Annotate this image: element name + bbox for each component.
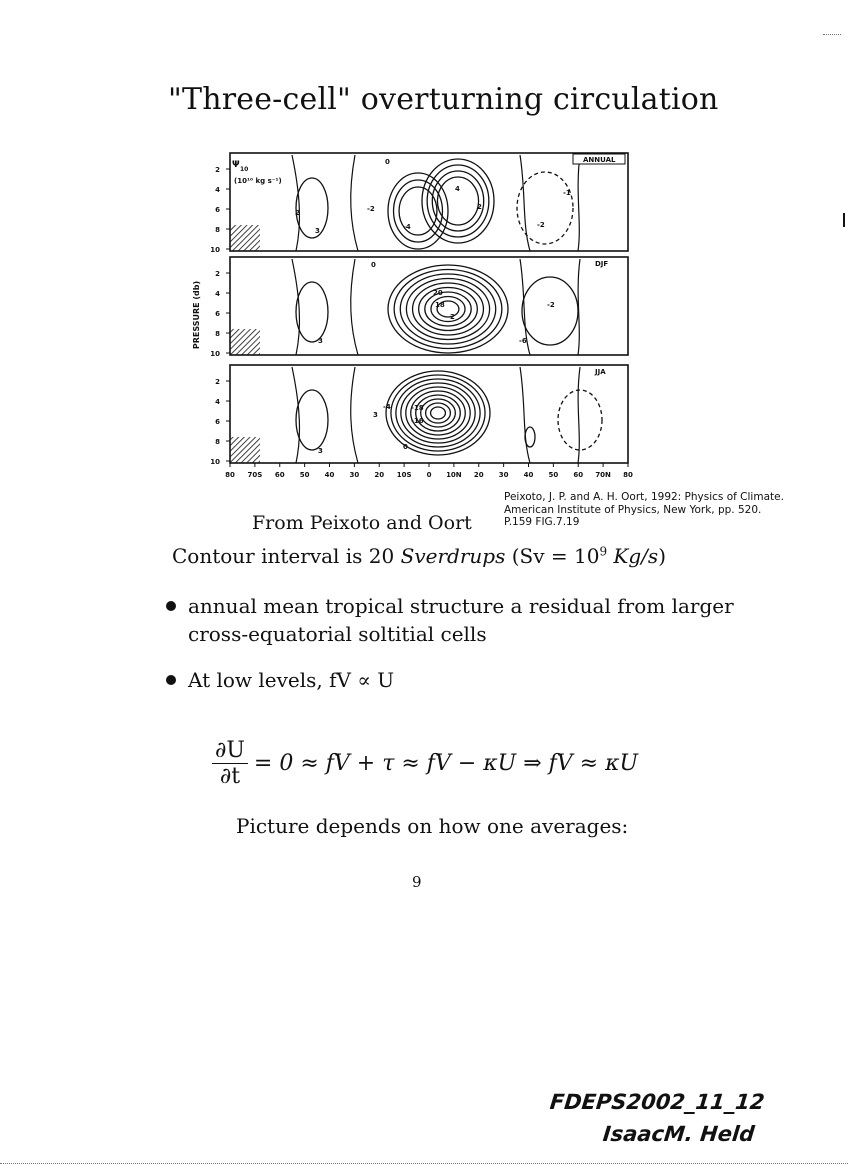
overturning-figure xyxy=(185,145,635,485)
y-tick-label: 6 xyxy=(215,310,220,318)
summer-hadley-contour xyxy=(431,407,446,419)
y-tick-label: 4 xyxy=(215,398,220,406)
handwritten-author: IsaacM. Held xyxy=(601,1122,756,1146)
figure-panel-1 xyxy=(210,153,628,254)
contour-label: 2 xyxy=(450,313,455,321)
contour-label: 2 xyxy=(295,209,300,217)
x-tick-label: 40 xyxy=(523,471,534,479)
contour-label: 3 xyxy=(318,337,323,345)
summer-hadley-contour xyxy=(411,391,465,435)
psi-units-label: (10¹⁰ kg s⁻¹) xyxy=(234,177,282,185)
y-axis-label: PRESSURE (db) xyxy=(192,280,201,350)
contour-unit-name: Sverdrups xyxy=(400,544,506,568)
x-tick-label: 80 xyxy=(623,471,633,479)
contour-label: -2 xyxy=(547,301,555,309)
polar-cell-contour xyxy=(296,178,328,238)
y-tick-label: 4 xyxy=(215,290,220,298)
contour-label: -4 xyxy=(383,403,391,411)
ferrel-cell-contour xyxy=(522,277,578,345)
psi-subscript-label: 10 xyxy=(240,166,249,173)
x-tick-label: 40 xyxy=(324,471,335,479)
contour-label: 3 xyxy=(373,411,378,419)
figure-panel-3 xyxy=(210,365,628,466)
figure-panel-2 xyxy=(210,257,628,358)
winter-hadley-contour xyxy=(400,274,495,344)
x-tick-label: 10N xyxy=(446,471,462,479)
y-tick-label: 10 xyxy=(210,350,220,358)
y-tick-label: 10 xyxy=(210,246,220,254)
equation-numerator: ∂U xyxy=(212,738,248,764)
page-title: "Three-cell" overturning circulation xyxy=(168,82,719,117)
contour-close: ) xyxy=(658,544,666,568)
y-tick-label: 10 xyxy=(210,458,220,466)
terrain-hatch xyxy=(230,329,260,355)
figure-reference xyxy=(504,491,784,529)
reference-line-3: P.159 FIG.7.19 xyxy=(504,516,580,528)
reference-line-2: American Institute of Physics, New York, pp. 520. xyxy=(504,503,762,516)
psi-symbol-label: Ψ xyxy=(232,160,240,170)
season-tag: ANNUAL xyxy=(583,156,616,164)
panel-frame xyxy=(230,153,628,251)
zero-contour xyxy=(520,155,530,251)
y-tick-label: 2 xyxy=(215,270,220,278)
zero-contour xyxy=(578,155,580,251)
x-tick-label: 30 xyxy=(498,471,509,479)
summer-hadley-contour xyxy=(396,379,480,447)
polar-cell-contour xyxy=(296,282,328,342)
page-number: 9 xyxy=(412,873,422,891)
bullet-item-1 xyxy=(166,592,734,648)
polar-cell-contour xyxy=(296,390,328,450)
zero-contour xyxy=(351,155,358,251)
scan-mark-top xyxy=(823,34,841,35)
contour-label: 3 xyxy=(318,447,323,455)
contour-label: 0 xyxy=(371,261,376,269)
bullet-1-line-1: annual mean tropical structure a residual from larger xyxy=(188,594,734,618)
terrain-hatch xyxy=(230,225,260,251)
zero-contour xyxy=(351,259,358,355)
contour-label: -16 xyxy=(411,417,424,425)
contour-label: 2 xyxy=(477,203,482,211)
zero-contour xyxy=(520,367,530,463)
hadley-cell-contour xyxy=(432,171,483,231)
momentum-equation xyxy=(212,738,638,789)
x-tick-label: 0 xyxy=(426,471,432,479)
contour-label: -6 xyxy=(519,337,527,345)
contour-label: -1 xyxy=(563,189,571,197)
x-tick-label: 50 xyxy=(299,471,310,479)
summer-hadley-contour xyxy=(416,395,461,431)
y-tick-label: 6 xyxy=(215,206,220,214)
figure-caption: From Peixoto and Oort xyxy=(252,512,472,534)
bullet-dot-icon xyxy=(166,675,176,685)
y-tick-label: 2 xyxy=(215,378,220,386)
contour-label: 3 xyxy=(315,227,320,235)
scan-mark-side xyxy=(843,213,845,227)
handwritten-date: FDEPS2002_11_12 xyxy=(548,1090,766,1114)
y-tick-label: 8 xyxy=(215,226,220,234)
contour-label: 18 xyxy=(435,301,445,309)
equation-rest: = 0 ≈ fV + τ ≈ fV − κU ⇒ fV ≈ κU xyxy=(253,751,639,776)
season-tag: JJA xyxy=(595,368,606,376)
winter-hadley-contour xyxy=(394,270,502,349)
contour-exponent: 9 xyxy=(599,544,608,559)
contour-label: 4 xyxy=(455,185,460,193)
x-tick-label: 30 xyxy=(349,471,360,479)
summer-hadley-contour xyxy=(401,383,475,443)
x-tick-label: 80 xyxy=(225,471,235,479)
x-tick-label: 60 xyxy=(274,471,285,479)
scan-bottom-line xyxy=(0,1163,848,1164)
hadley-cell-contour xyxy=(427,165,489,237)
terrain-hatch xyxy=(230,437,260,463)
summer-hadley-contour xyxy=(426,403,451,423)
bullet-2-line-1: At low levels, fV ∝ U xyxy=(188,668,395,692)
bullet-item-2 xyxy=(166,666,394,694)
x-tick-label: 50 xyxy=(548,471,559,479)
contour-label: 0 xyxy=(385,158,390,166)
x-tick-label: 20 xyxy=(374,471,385,479)
contour-prefix: Contour interval is 20 xyxy=(172,544,401,568)
ferrel-cell-contour xyxy=(517,172,573,244)
closing-text: Picture depends on how one averages: xyxy=(236,814,629,838)
contour-label: 20 xyxy=(433,289,443,297)
winter-hadley-contour xyxy=(413,283,484,335)
bullet-1-line-2: cross-equatorial soltitial cells xyxy=(188,622,487,646)
reference-line-1: Peixoto, J. P. and A. H. Oort, 1992: Physics of Climate. xyxy=(504,491,784,503)
x-tick-label: 60 xyxy=(573,471,584,479)
bullet-dot-icon xyxy=(166,601,176,611)
contour-interval-text xyxy=(172,544,666,568)
equation-denominator: ∂t xyxy=(219,764,241,789)
y-tick-label: 8 xyxy=(215,330,220,338)
contour-label: 0 xyxy=(403,443,408,451)
contour-label: -2 xyxy=(367,205,375,213)
season-tag: DJF xyxy=(595,260,609,268)
contour-label: -4 xyxy=(403,223,411,231)
x-tick-label: 20 xyxy=(473,471,484,479)
x-tick-label: 70N xyxy=(595,471,611,479)
winter-hadley-contour xyxy=(419,288,478,331)
zero-contour xyxy=(578,367,580,463)
y-tick-label: 8 xyxy=(215,438,220,446)
contour-units: Kg/s xyxy=(607,544,659,568)
zero-contour xyxy=(351,367,358,463)
y-tick-label: 4 xyxy=(215,186,220,194)
contour-label: -18 xyxy=(411,404,424,412)
small-cell-contour xyxy=(525,427,535,447)
y-tick-label: 6 xyxy=(215,418,220,426)
contour-open: (Sv = 10 xyxy=(505,544,600,568)
y-tick-label: 2 xyxy=(215,166,220,174)
ferrel-cell-contour xyxy=(558,390,602,450)
x-tick-label: 70S xyxy=(247,471,263,479)
x-tick-label: 10S xyxy=(396,471,412,479)
equation-fraction xyxy=(212,738,248,789)
contour-label: -2 xyxy=(537,221,545,229)
